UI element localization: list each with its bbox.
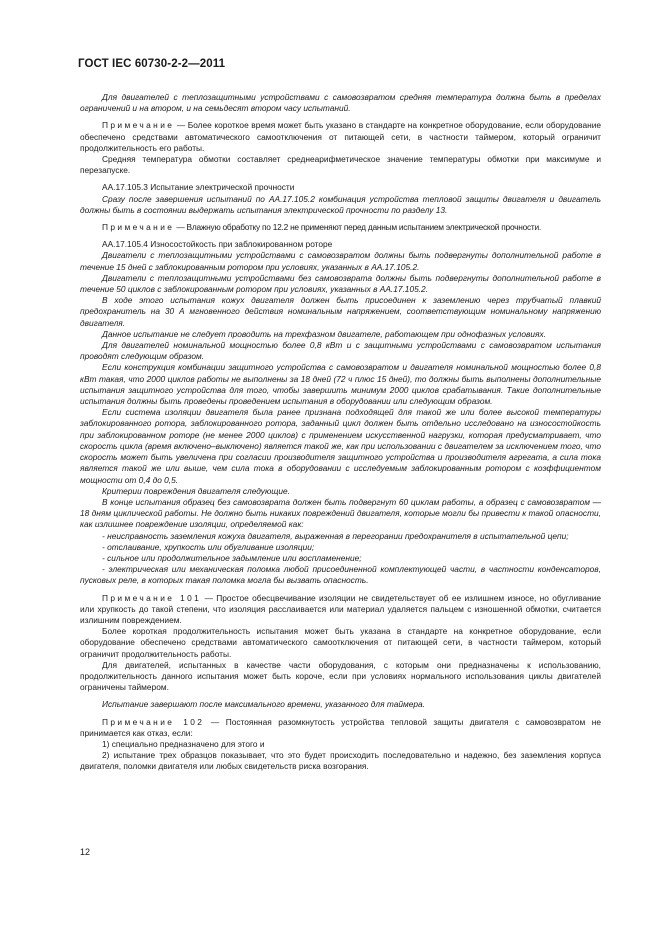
- paragraph-text: В конце испытания образец без самовозврата должен быть подвергнут 60 циклам работы, а образец с самовозвратом — 18 дням циклической работы. Не должно быть никаких повреждений двигателя, которые могли бы привести к такой опасности, как излишнее повреждение изоляции, определяемой как:: [80, 496, 601, 530]
- paragraph-text: Для двигателей, испытанных в качестве части оборудования, с которым они предназначены к использованию, продолжительность данного испытания может быть короче, если при условиях нормального использования циклы двигателей ограничены таймером.: [80, 659, 601, 693]
- paragraph: [80, 750, 601, 772]
- paragraph: [80, 222, 601, 233]
- paragraph: [80, 273, 601, 295]
- paragraph-text: Для двигателей с теплозащитными устройствами с самовозвратом средняя температура должна быть в пределах ограничений и на втором, и на семьдесят втором часу испытаний.: [80, 92, 601, 114]
- paragraph-text: - неисправность заземления кожуха двигателя, выраженная в перегорании предохранителя в испытательной цепи;: [102, 530, 569, 541]
- paragraph-text: АА.17.105.4 Износостойкость при заблокированном роторе: [102, 239, 333, 250]
- paragraph: [80, 553, 601, 564]
- paragraph-text: - сильное или продолжительное задымление или воспламенение;: [102, 552, 362, 563]
- paragraph-text: Двигатели с теплозащитными устройствами с самовозвратом должны быть подвергнуты дополнительной работе в течение 15 дней с заблокированным ротором при условиях, указанных в АА.17.105.2.: [80, 250, 601, 272]
- paragraph-text: - отслаивание, хрупкость или обугливание изоляции;: [102, 541, 315, 552]
- paragraph-text: В ходе этого испытания кожух двигателя должен быть присоединен к заземлению через трубчатый плавкий предохранитель на 30 А мгновенного действия номинальным напряжением, соответствующим номинальному напряжению двигателя.: [80, 295, 601, 328]
- paragraph: [80, 593, 601, 627]
- paragraph: [80, 739, 601, 750]
- paragraph-text: Для двигателей номинальной мощностью более 0,8 кВт и с защитными устройствами с самовозвратом испытания проводят следующим образом.: [80, 340, 601, 362]
- paragraph: [80, 486, 601, 497]
- paragraph: [80, 194, 601, 216]
- paragraph: [80, 660, 601, 694]
- paragraph: [80, 564, 601, 586]
- paragraph: [80, 340, 601, 362]
- paragraph-text: Средняя температура обмотки составляет среднеарифметическое значение температуры обмотки при максимуме и перезапуске.: [80, 154, 601, 176]
- paragraph: [80, 626, 601, 660]
- document-body: [80, 92, 601, 773]
- note-label: Примечание 101: [102, 592, 202, 603]
- paragraph-text: 1) специально предназначено для этого и: [102, 738, 265, 749]
- paragraph-text: Если система изоляции двигателя была ранее признана подходящей для такой же или более высокой температуры заблокированного ротора, заблокированного ротора, заданный цикл должен быть отдельно исследовано на износостойкость при заблокированном роторе (не менее 2000 циклов) с применением искусственной нагрузки, которая предусматривает, что скорость цикла (время включено–выключено) является такой же, как при использовании с двигателем за исключением того, что скорость может быть увеличена при согласии производителя защитного устройства и производителя агрегата, а сила тока является такой же или выше, чем сила тока в оборудовании с исследуемым заблокированным ротором с коэффициентом мощности от 0,4 до 0,5.: [80, 407, 601, 485]
- paragraph-text: Критерии повреждения двигателя следующие.: [102, 485, 290, 496]
- paragraph: [80, 407, 601, 485]
- paragraph-text: Более короткая продолжительность испытания может быть указана в стандарте на конкретное оборудование, если оборудование обеспечено средствами автоматического самоотключения от питающей сети, в частности таймером, который ограничит продолжительность работы.: [80, 626, 601, 659]
- paragraph: [80, 699, 601, 710]
- paragraph: [80, 154, 601, 176]
- paragraph-text: Испытание завершают после максимального времени, указанного для таймера.: [102, 699, 425, 710]
- paragraph-text: Если конструкция комбинации защитного устройства с самовозвратом и двигателя номинальной мощностью более 0,8 кВт такая, что 2000 циклов работы не выполнены за 18 дней (72 ч плюс 15 дней), то должны быть выполнены дополнительные испытания защитного устройства для того, чтобы завершить минимум 2000 циклов срабатывания. Такие дополнительные испытания должны быть проведены проведением испытания в оборудовании или следующим образом.: [80, 362, 601, 407]
- paragraph: [80, 531, 601, 542]
- paragraph: [80, 717, 601, 739]
- paragraph: [80, 542, 601, 553]
- paragraph-text: — Влажную обработку по 12.2 не применяют перед данным испытанием электрической прочности.: [174, 222, 541, 233]
- page-number: 12: [80, 847, 91, 857]
- paragraph: [80, 497, 601, 531]
- paragraph: [80, 362, 601, 407]
- paragraph-text: — Более короткое время может быть указано в стандарте на конкретное оборудование, если оборудование обеспечено средствами автоматического самоотключения от питающей сети, в частности таймером, который ограничит продолжительность его работы.: [80, 120, 601, 153]
- paragraph-text: - электрическая или механическая поломка любой присоединенной комплектующей части, в частности конденсаторов, пусковых реле, в которых такая поломка могла бы вызвать опасность.: [80, 564, 601, 586]
- paragraph: [80, 239, 601, 250]
- paragraph-text: АА.17.105.3 Испытание электрической прочности: [102, 182, 295, 193]
- note-label: Примечание: [102, 120, 175, 131]
- paragraph-text: Двигатели с теплозащитными устройствами без самовозвратa должны быть подвергнуты дополнительной работе в течение 50 циклов с заблокированным ротором при условиях, указанных в АА.17.105.2.: [80, 272, 601, 295]
- paragraph: [80, 295, 601, 329]
- paragraph-text: — Простое обесцвечивание изоляции не свидетельствует об ее излишнем износе, но обугливание или хрупкость до такой степени, что изоляция расслаивается или материал удаляется пальцем с изношенной обмотки, считается излишним повреждением.: [80, 592, 601, 625]
- paragraph-text: Сразу после завершения испытаний по АА.17.105.2 комбинация устройства тепловой защиты двигателя и двигатель должны быть в состоянии выдержать испытания электрической прочности по разделу 13.: [80, 193, 601, 215]
- paragraph: [80, 250, 601, 272]
- paragraph: [80, 92, 601, 114]
- note-label: Примечание 102: [102, 716, 205, 727]
- paragraph: [80, 329, 601, 340]
- paragraph-text: Данное испытание не следует проводить на трехфазном двигателе, работающем при однофазных условиях.: [102, 328, 546, 339]
- paragraph-text: — Постоянная разомкнутость устройства тепловой защиты двигателя с самовозвратом не принимается как отказ, если:: [80, 716, 601, 738]
- note-label: Примечание: [102, 222, 175, 233]
- paragraph: [80, 120, 601, 154]
- standard-header: ГОСТ IEC 60730-2-2—2011: [78, 58, 226, 70]
- paragraph-text: 2) испытание трех образцов показывает, что это будет происходить последовательно и надежно, без заземления корпуса двигателя, поломки двигателя или любых свидетельств риска возгорания.: [80, 750, 601, 772]
- paragraph: [80, 182, 601, 193]
